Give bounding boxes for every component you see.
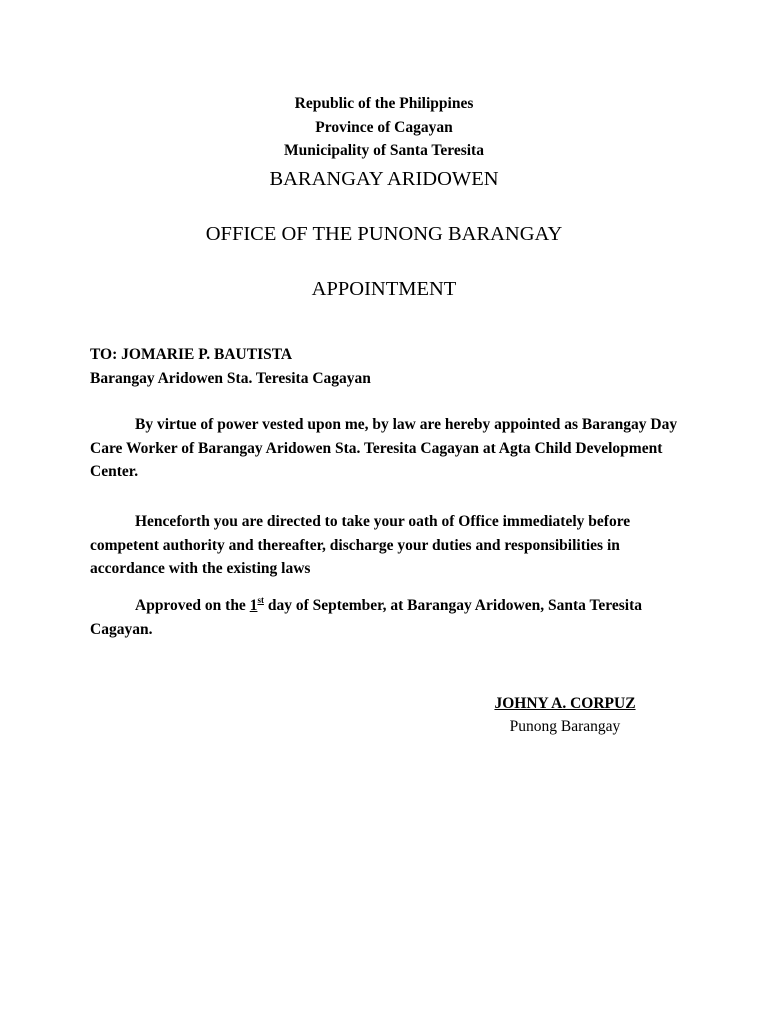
document-title: APPOINTMENT bbox=[311, 278, 457, 300]
approval-prefix: Approved on the bbox=[135, 597, 250, 614]
office-title: OFFICE OF THE PUNONG BARANGAY bbox=[205, 223, 563, 245]
header-municipality: Municipality of Santa Teresita bbox=[284, 142, 484, 159]
header-province: Province of Cagayan bbox=[315, 119, 453, 136]
addressee-address: Barangay Aridowen Sta. Teresita Cagayan bbox=[90, 370, 371, 387]
body-paragraph-1: By virtue of power vested upon me, by law are hereby appointed as Barangay Day Care Worker of Barangay Aridowen Sta. Teresita Cagayan at Agta Child Development Center. bbox=[90, 416, 678, 480]
body-paragraph-2: Henceforth you are directed to take your oath of Office immediately before competent authority and thereafter, discharge your duties and responsibilities in accordance with the existing laws bbox=[90, 513, 631, 577]
header-barangay: BARANGAY ARIDOWEN bbox=[269, 168, 499, 190]
approval-rest: day of September, at Barangay Aridowen, Santa Teresita Cagayan. bbox=[90, 597, 643, 638]
addressee-name: TO: JOMARIE P. BAUTISTA bbox=[90, 346, 293, 363]
header-republic: Republic of the Philippines bbox=[294, 95, 474, 112]
signatory-name: JOHNY A. CORPUZ bbox=[494, 695, 636, 712]
approval-day-suffix: st bbox=[257, 595, 264, 605]
approval-day: 1 bbox=[249, 597, 258, 614]
body-paragraph-3 bbox=[90, 594, 680, 641]
signatory-title: Punong Barangay bbox=[509, 718, 621, 735]
